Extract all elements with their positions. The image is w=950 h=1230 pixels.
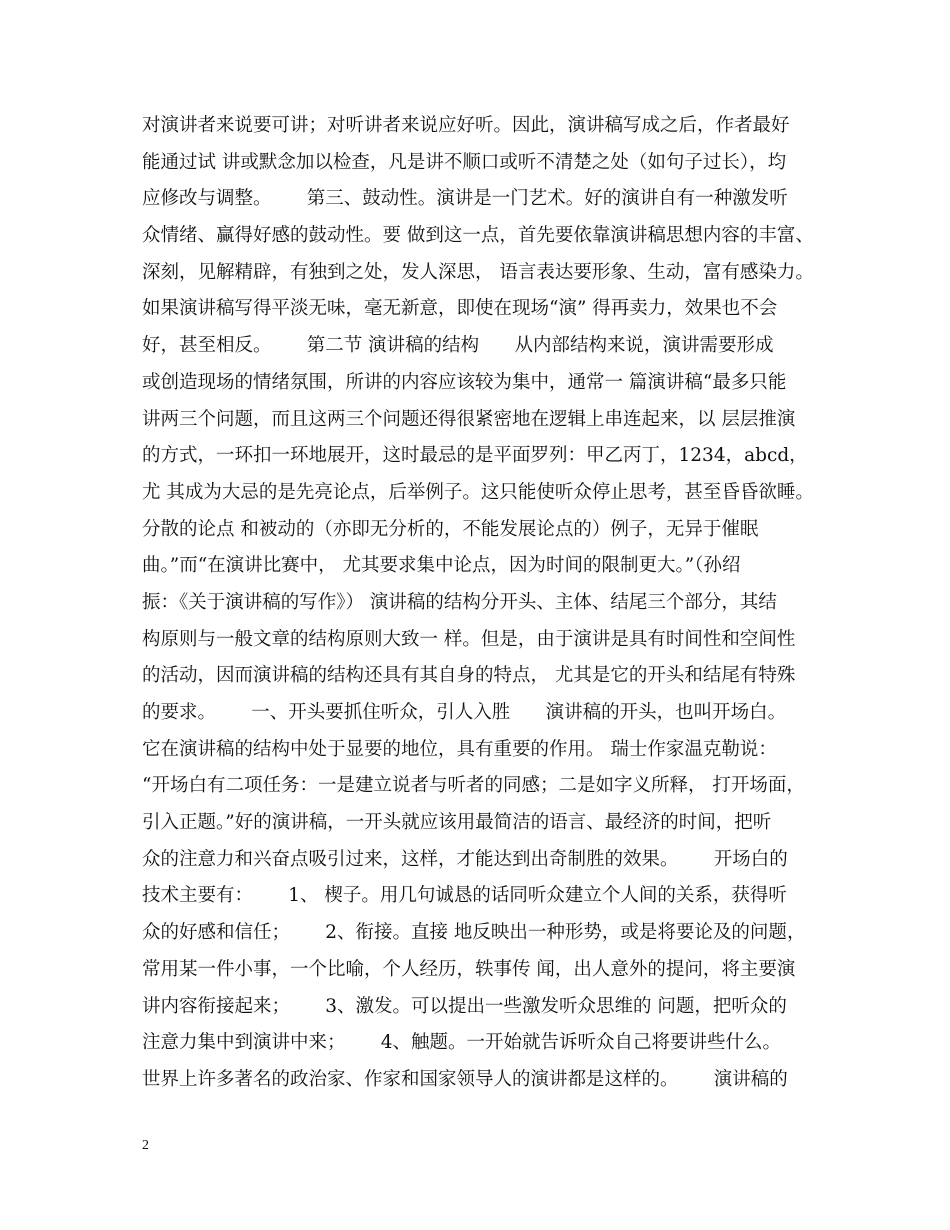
text-line: 的活动，因而演讲稿的结构还具有其自身的特点， 尤其是它的开头和结尾有特殊 [142, 665, 796, 687]
text-line: 讲内容衔接起来； 3、激发。可以提出一些激发听众思维的 问题，把听众的 [142, 995, 787, 1017]
text-line: 振：《关于演讲稿的写作》） 演讲稿的结构分开头、主体、结尾三个部分，其结 [142, 591, 777, 613]
text-line: 构原则与一般文章的结构原则大致一 样。但是，由于演讲是具有时间性和空间性 [142, 628, 796, 650]
text-line: 能通过试 讲或默念加以检查，凡是讲不顺口或听不清楚之处（如句子过长），均 [142, 151, 787, 173]
text-line: 的方式，一环扣一环地展开，这时最忌的是平面罗列：甲乙丙丁，1234，abcd， [142, 445, 808, 467]
text-line: 技术主要有： 1、 楔子。用几句诚恳的话同听众建立个人间的关系，获得听 [142, 885, 787, 907]
text-line: 如果演讲稿写得平淡无味，毫无新意，即使在现场“演” 得再卖力，效果也不会 [142, 298, 778, 320]
text-line: 它在演讲稿的结构中处于显要的地位，具有重要的作用。 瑞士作家温克勒说： [142, 738, 777, 760]
text-line: 常用某一件小事，一个比喻，个人经历，轶事传 闻，出人意外的提问，将主要演 [142, 958, 796, 980]
text-line: 引入正题。”好的演讲稿，一开头就应该用最简洁的语言、最经济的时间，把听 [142, 812, 772, 834]
text-line: 众的注意力和兴奋点吸引过来，这样，才能达到出奇制胜的效果。 开场白的 [142, 848, 788, 870]
page-number: 2 [142, 1138, 149, 1153]
text-line: 应修改与调整。 第三、鼓动性。演讲是一门艺术。好的演讲自有一种激发听 [142, 188, 788, 210]
text-line: 众的好感和信任； 2、衔接。直接 地反映出一种形势，或是将要论及的问题， [142, 922, 806, 944]
text-line: 分散的论点 和被动的（亦即无分析的，不能发展论点的）例子，无异于催眠 [142, 518, 759, 540]
text-line: 众情绪、赢得好感的鼓动性。要 做到这一点，首先要依靠演讲稿思想内容的丰富、 [142, 225, 814, 247]
text-line: 世界上许多著名的政治家、作家和国家领导人的演讲都是这样的。 演讲稿的 [142, 1068, 788, 1090]
text-line: 深刻，见解精辟，有独到之处，发人深思， 语言表达要形象、生动，富有感染力。 [142, 261, 814, 283]
text-line: 或创造现场的情绪氛围，所讲的内容应该较为集中，通常一 篇演讲稿“最多只能 [142, 371, 787, 393]
text-line: 讲两三个问题，而且这两三个问题还得很紧密地在逻辑上串连起来，以 层层推演 [142, 408, 796, 430]
text-line: 的要求。 一、开头要抓住听众，引人入胜 演讲稿的开头，也叫开场白。 [142, 702, 787, 723]
text-line: 好，甚至相反。 第二节 演讲稿的结构 从内部结构来说，演讲需要形成 [142, 335, 774, 357]
body-text [142, 108, 832, 1099]
text-line: 对演讲者来说要可讲；对听讲者来说应好听。因此，演讲稿写成之后，作者最好 [142, 115, 790, 136]
text-line: 注意力集中到演讲中来； 4、触题。一开始就告诉听众自己将要讲些什么。 [142, 1032, 782, 1054]
text-line: “开场白有二项任务：一是建立说者与听者的同感；二是如字义所释， 打开场面， [142, 775, 805, 797]
text-line: 尤 其成为大忌的是先亮论点，后举例子。这只能使听众停止思考，甚至昏昏欲睡。 [142, 481, 814, 503]
text-line: 曲。”而“在演讲比赛中， 尤其要求集中论点，因为时间的限制更大。”（孙绍 [142, 555, 741, 577]
